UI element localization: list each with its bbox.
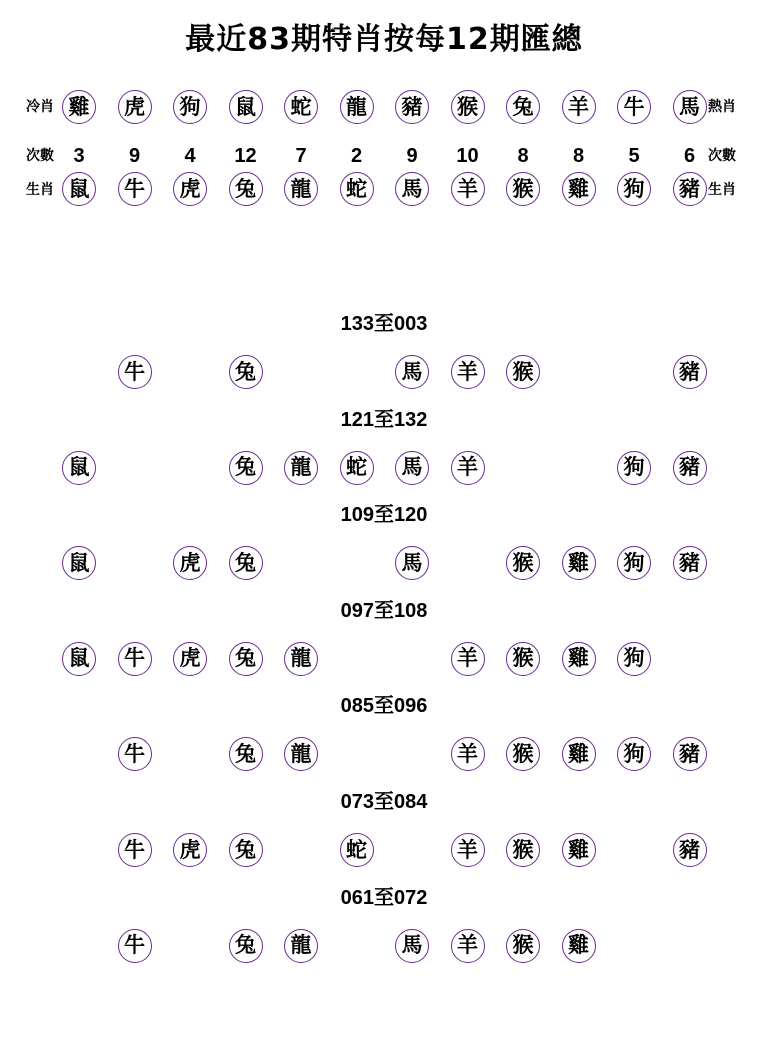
group-zodiac-circle: 兔 [229,737,263,771]
count-value: 6 [683,145,696,167]
group-zodiac-circle: 羊 [451,833,485,867]
count-value: 7 [295,145,307,167]
group-zodiac-circle: 蛇 [340,833,374,867]
group-zodiac-circle: 狗 [617,546,651,580]
ranking-zodiac-circle: 牛 [617,90,651,124]
group-zodiac-circle: 鼠 [62,546,96,580]
count-value: 9 [406,145,418,167]
zodiac-order-circle: 狗 [617,172,651,206]
group-zodiac-circle: 猴 [506,642,540,676]
count-value: 10 [456,145,479,167]
group-zodiac-circle: 雞 [562,737,596,771]
hot-label: 熱肖 [708,99,736,115]
group-zodiac-circle: 狗 [617,642,651,676]
count-value: 8 [517,145,529,167]
ranking-zodiac-circle: 蛇 [284,90,318,124]
group-zodiac-circle: 虎 [173,642,207,676]
group-zodiac-circle: 馬 [395,929,429,963]
zodiac-order-circle: 龍 [284,172,318,206]
group-zodiac-circle: 龍 [284,929,318,963]
ranking-zodiac-circle: 馬 [673,90,707,124]
page-title: 最近83期特肖按每12期匯總 [185,22,583,57]
group-zodiac-circle: 兔 [229,546,263,580]
count-value: 2 [350,145,363,167]
zodiac-order-circle: 鼠 [62,172,96,206]
zodiac-order-circle: 牛 [118,172,152,206]
group-zodiac-circle: 雞 [562,833,596,867]
group-zodiac-circle: 羊 [451,737,485,771]
group-zodiac-circle: 牛 [118,929,152,963]
zodiac-label-left: 生肖 [26,182,54,198]
group-range-label: 085至096 [340,695,428,718]
group-zodiac-circle: 猴 [506,833,540,867]
zodiac-order-circle: 馬 [395,172,429,206]
group-zodiac-circle: 馬 [395,451,429,485]
group-zodiac-circle: 兔 [229,929,263,963]
group-zodiac-circle: 羊 [451,929,485,963]
count-value: 8 [572,145,585,167]
group-range-label: 097至108 [340,599,428,622]
count-value: 3 [73,145,85,167]
count-value: 9 [128,145,141,167]
group-zodiac-circle: 鼠 [62,642,96,676]
group-zodiac-circle: 豬 [673,833,707,867]
group-zodiac-circle: 雞 [562,546,596,580]
zodiac-order-circle: 兔 [229,172,263,206]
group-zodiac-circle: 兔 [229,642,263,676]
zodiac-label-right: 生肖 [708,182,736,198]
group-zodiac-circle: 豬 [673,355,707,389]
group-zodiac-circle: 豬 [673,546,707,580]
zodiac-order-circle: 虎 [173,172,207,206]
cold-label: 冷肖 [26,99,54,115]
group-zodiac-circle: 龍 [284,451,318,485]
group-range-label: 061至072 [340,886,428,909]
group-zodiac-circle: 牛 [118,355,152,389]
group-zodiac-circle: 狗 [617,737,651,771]
ranking-zodiac-circle: 猴 [451,90,485,124]
zodiac-order-circle: 蛇 [340,172,374,206]
group-zodiac-circle: 豬 [673,451,707,485]
count-value: 12 [234,145,257,167]
group-zodiac-circle: 虎 [173,833,207,867]
ranking-zodiac-circle: 兔 [506,90,540,124]
group-zodiac-circle: 馬 [395,355,429,389]
group-zodiac-circle: 豬 [673,737,707,771]
group-zodiac-circle: 猴 [506,546,540,580]
group-zodiac-circle: 蛇 [340,451,374,485]
group-zodiac-circle: 羊 [451,355,485,389]
group-zodiac-circle: 牛 [118,642,152,676]
ranking-zodiac-circle: 龍 [340,90,374,124]
group-zodiac-circle: 兔 [229,355,263,389]
group-zodiac-circle: 虎 [173,546,207,580]
group-zodiac-circle: 兔 [229,451,263,485]
group-range-label: 109至120 [340,504,428,527]
ranking-zodiac-circle: 羊 [562,90,596,124]
zodiac-order-circle: 豬 [673,172,707,206]
group-zodiac-circle: 鼠 [62,451,96,485]
group-range-label: 121至132 [340,408,428,431]
count-label-left: 次數 [26,148,54,164]
group-zodiac-circle: 牛 [118,833,152,867]
ranking-zodiac-circle: 豬 [395,90,429,124]
zodiac-order-circle: 雞 [562,172,596,206]
group-range-label: 133至003 [340,313,428,335]
group-zodiac-circle: 馬 [395,546,429,580]
count-label-right: 次數 [708,148,736,164]
zodiac-order-circle: 羊 [451,172,485,206]
group-zodiac-circle: 猴 [506,355,540,389]
group-zodiac-circle: 雞 [562,642,596,676]
ranking-zodiac-circle: 鼠 [229,90,263,124]
group-zodiac-circle: 兔 [229,833,263,867]
group-range-label: 073至084 [340,791,428,813]
group-zodiac-circle: 猴 [506,737,540,771]
group-zodiac-circle: 羊 [451,642,485,676]
ranking-zodiac-circle: 雞 [62,90,96,124]
group-zodiac-circle: 猴 [506,929,540,963]
group-zodiac-circle: 牛 [118,737,152,771]
zodiac-order-circle: 猴 [506,172,540,206]
count-value: 5 [628,145,640,167]
count-value: 4 [184,145,196,167]
group-zodiac-circle: 雞 [562,929,596,963]
ranking-zodiac-circle: 虎 [118,90,152,124]
group-zodiac-circle: 龍 [284,737,318,771]
group-zodiac-circle: 羊 [451,451,485,485]
group-zodiac-circle: 狗 [617,451,651,485]
ranking-zodiac-circle: 狗 [173,90,207,124]
group-zodiac-circle: 龍 [284,642,318,676]
